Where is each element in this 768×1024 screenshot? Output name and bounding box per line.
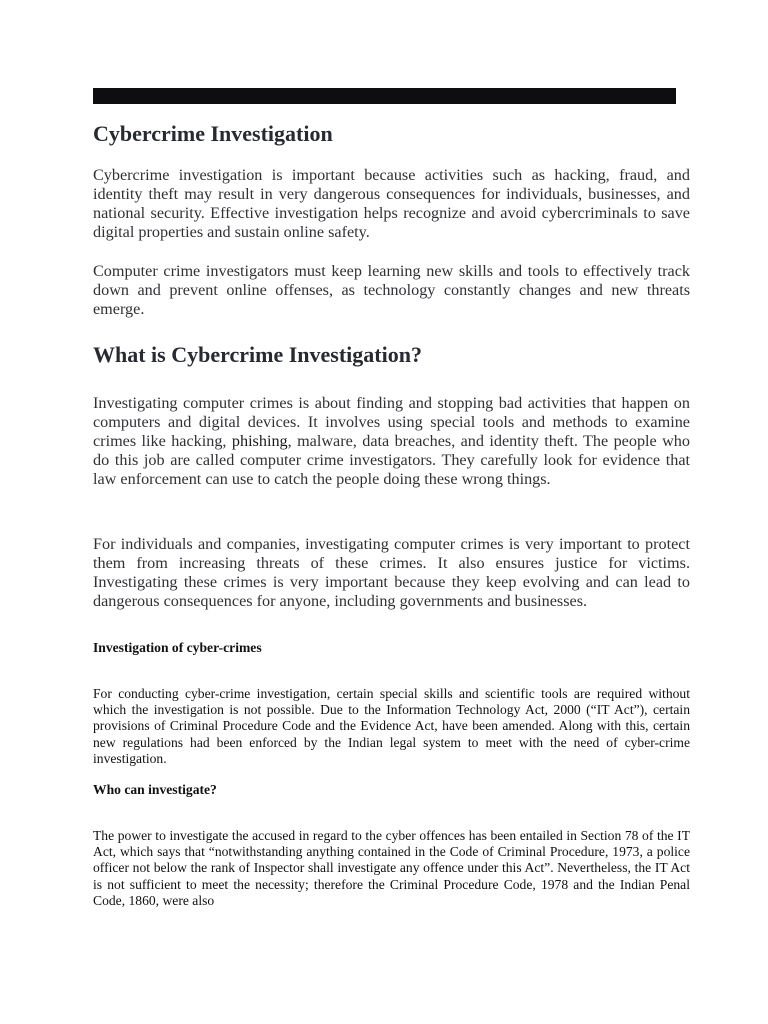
what-is-paragraph-1 [93,394,690,489]
investigation-paragraph: For conducting cyber-crime investigation, certain special skills and scientific tools are required without which the investigation is not possible. Due to the Information Technology Act, 2000 (“IT Act”), certain provisions of Criminal Procedure Code and the Evidence Act, have been amended. Along with this, certain new regulations had been enforced by the Indian legal system to meet with the need of cyber-crime investigation. [93,686,690,766]
page-title: Cybercrime Investigation [93,121,333,146]
phishing-link[interactable]: phishing [231,432,288,450]
intro-paragraph-1: Cybercrime investigation is important because activities such as hacking, fraud, and identity theft may result in very dangerous consequences for individuals, businesses, and national security. Effective investigation helps recognize and avoid cybercriminals to save digital properties and sustain online safety. [93,166,690,241]
what-is-paragraph-1-part-b: , malware, data breaches, and identity theft. The people who do this job are called computer crime investigators. They carefully look for evidence that law enforcement can use to catch the people doing these wrong things. [93,432,690,488]
top-black-bar [93,88,676,104]
section-heading-what-is: What is Cybercrime Investigation? [93,342,422,367]
what-is-paragraph-1-part-a: Investigating computer crimes is about finding and stopping bad activities that happen on computers and digital devices. It involves using special tools and methods to examine crimes like hacking, [93,394,690,450]
who-can-investigate-paragraph: The power to investigate the accused in regard to the cyber offences has been entailed in Section 78 of the IT Act, which says that “notwithstanding anything contained in the Code of Criminal Procedure, 1973, a police officer not below the rank of Inspector shall investigate any offence under this Act”. Nevertheless, the IT Act is not sufficient to meet the necessity; therefore the Criminal Procedure Code, 1978 and the Indian Penal Code, 1860, were also [93,828,690,908]
intro-paragraph-2: Computer crime investigators must keep learning new skills and tools to effectively track down and prevent online offenses, as technology constantly changes and new threats emerge. [93,262,690,318]
section-heading-who-can-investigate: Who can investigate? [93,782,217,797]
section-heading-investigation: Investigation of cyber-crimes [93,640,262,655]
what-is-paragraph-2: For individuals and companies, investigating computer crimes is very important to protect them from increasing threats of these crimes. It also ensures justice for victims. Investigating these crimes is very important because they keep evolving and can lead to dangerous consequences for anyone, including governments and businesses. [93,535,690,610]
